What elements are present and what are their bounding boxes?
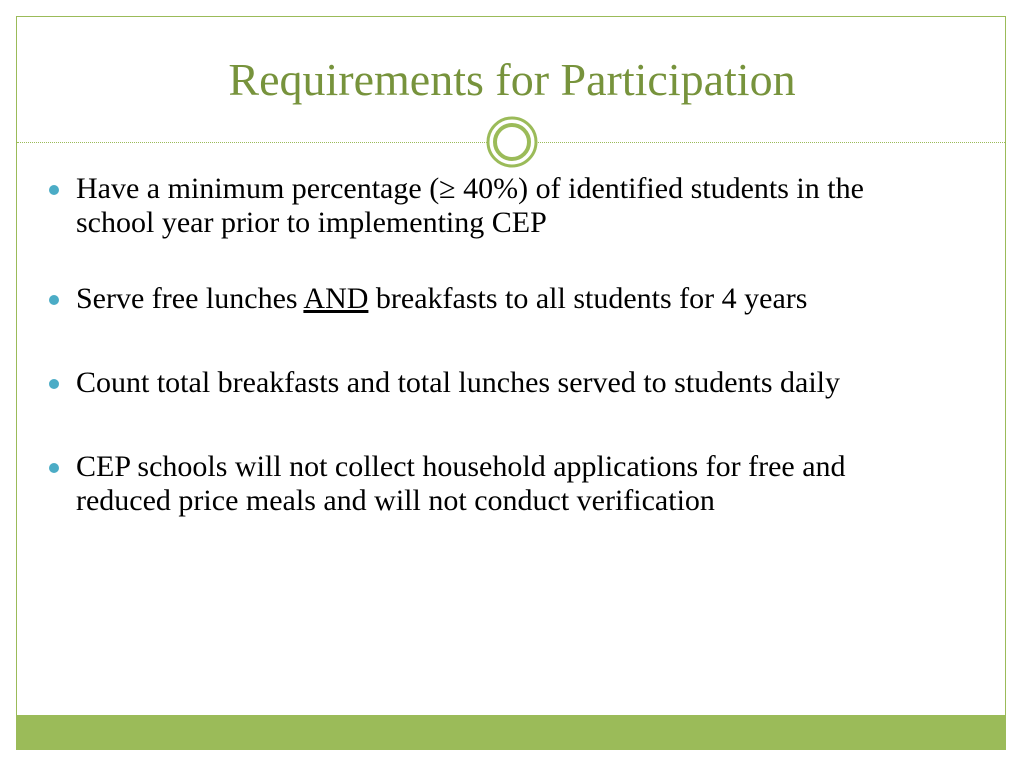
double-ring-ornament-icon [486, 116, 538, 168]
bullet-dot-icon [49, 379, 59, 389]
footer-bar [17, 715, 1005, 749]
bullet-dot-icon [49, 295, 59, 305]
slide-title: Requirements for Participation [228, 54, 796, 105]
bullet-item [46, 172, 946, 240]
bullet-text: CEP schools will not collect household applications for free and reduced price meals and will not conduct verification [76, 450, 846, 517]
bullet-text-after: breakfasts to all students for 4 years [368, 282, 808, 315]
bullet-dot-icon [49, 185, 59, 195]
bullet-list [46, 172, 946, 518]
bullet-item [46, 450, 946, 518]
bullet-item [46, 366, 946, 400]
bullet-item [46, 282, 946, 316]
bullet-emphasis: AND [303, 282, 369, 315]
bullet-text: Have a minimum percentage (≥ 40%) of identified students in the school year prior to implementing CEP [76, 172, 864, 239]
bullet-text-before: Serve free lunches [76, 282, 304, 315]
bullet-dot-icon [49, 463, 59, 473]
bullet-text: Count total breakfasts and total lunches served to students daily [76, 366, 841, 399]
